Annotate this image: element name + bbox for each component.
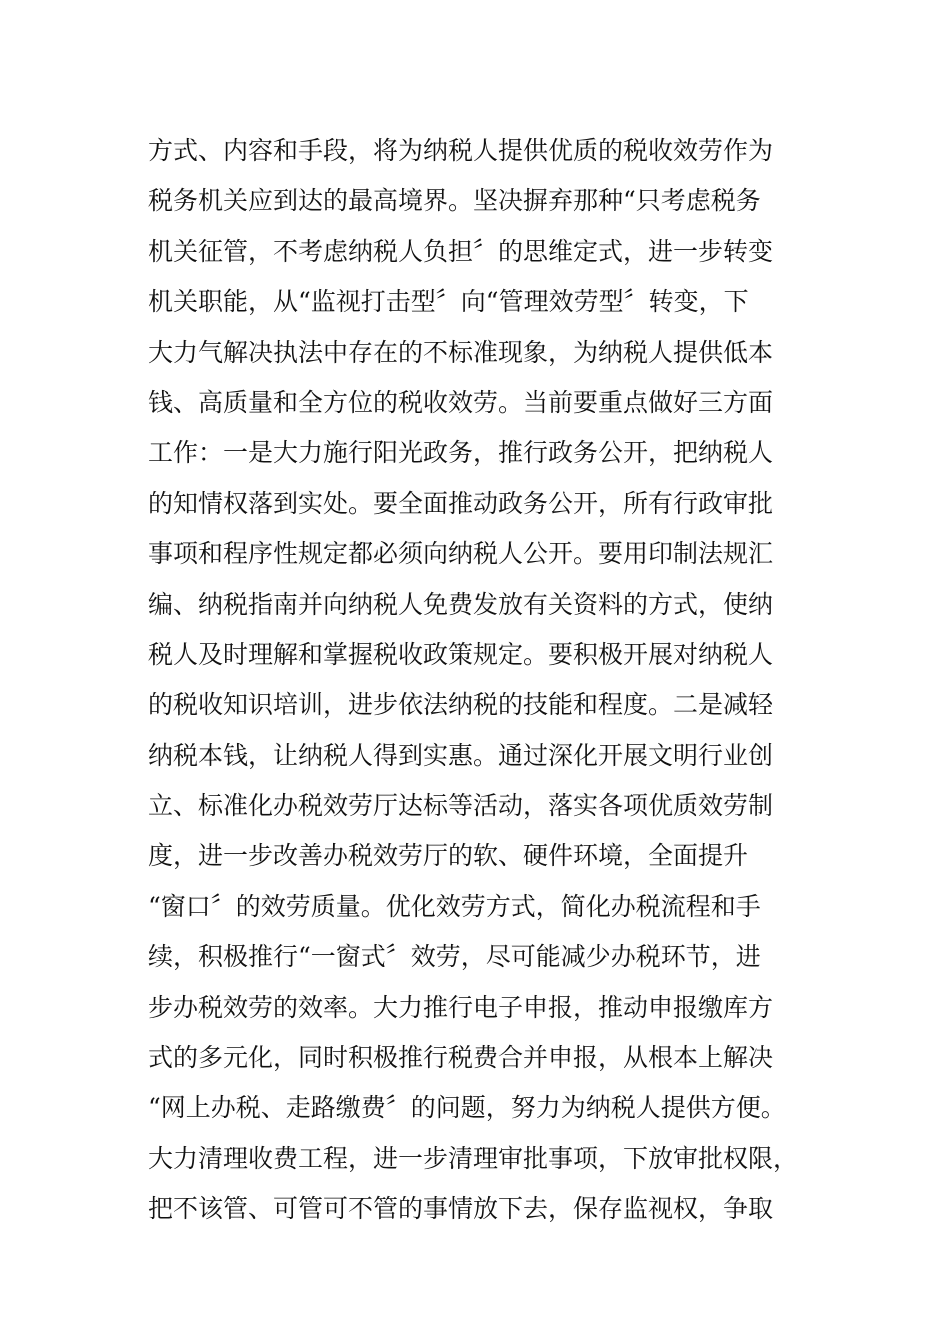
text-line: 钱、高质量和全方位的税收效劳。当前要重点做好三方面 xyxy=(148,387,774,417)
text-line: 纳税本钱，让纳税人得到实惠。通过深化开展文明行业创 xyxy=(148,740,774,770)
text-line: 工作：一是大力施行阳光政务，推行政务公开，把纳税人 xyxy=(148,438,774,468)
body-text xyxy=(148,126,808,1235)
text-line: 的知情权落到实处。要全面推动政务公开，所有行政审批 xyxy=(148,488,774,518)
text-line: 式的多元化，同时积极推行税费合并申报，从根本上解决 xyxy=(148,1043,774,1073)
text-line: “窗口〞的效劳质量。优化效劳方式，简化办税流程和手 xyxy=(148,891,761,921)
text-line: 大力气解决执法中存在的不标准现象，为纳税人提供低本 xyxy=(148,337,774,367)
text-line: 方式、内容和手段，将为纳税人提供优质的税收效劳作为 xyxy=(148,136,774,165)
text-line: 税人及时理解和掌握税收政策规定。要积极开展对纳税人 xyxy=(148,639,774,669)
text-line: 立、标准化办税效劳厅达标等活动，落实各项优质效劳制 xyxy=(148,791,774,821)
text-line: 的税收知识培训，进步依法纳税的技能和程度。二是减轻 xyxy=(148,690,774,720)
text-line: 大力清理收费工程，进一步清理审批事项，下放审批权限， xyxy=(148,1143,799,1173)
text-line: 机关职能，从“监视打击型〞向“管理效劳型〞转变，下 xyxy=(148,287,749,317)
text-line: “网上办税、走路缴费〞的问题，努力为纳税人提供方便。 xyxy=(148,1093,786,1123)
text-line: 续，积极推行“一窗式〞效劳，尽可能减少办税环节，进 xyxy=(148,942,761,972)
text-line: 步办税效劳的效率。大力推行电子申报，推动申报缴库方 xyxy=(148,992,774,1022)
text-line: 税务机关应到达的最高境界。坚决摒弃那种“只考虑税务 xyxy=(148,186,761,216)
text-line: 把不该管、可管可不管的事情放下去，保存监视权，争取 xyxy=(148,1194,774,1224)
text-line: 度，进一步改善办税效劳厅的软、硬件环境，全面提升 xyxy=(148,841,749,871)
text-line: 事项和程序性规定都必须向纳税人公开。要用印制法规汇 xyxy=(148,539,774,569)
text-line: 编、纳税指南并向纳税人免费发放有关资料的方式，使纳 xyxy=(148,589,774,619)
text-line: 机关征管，不考虑纳税人负担〞的思维定式，进一步转变 xyxy=(148,236,774,266)
